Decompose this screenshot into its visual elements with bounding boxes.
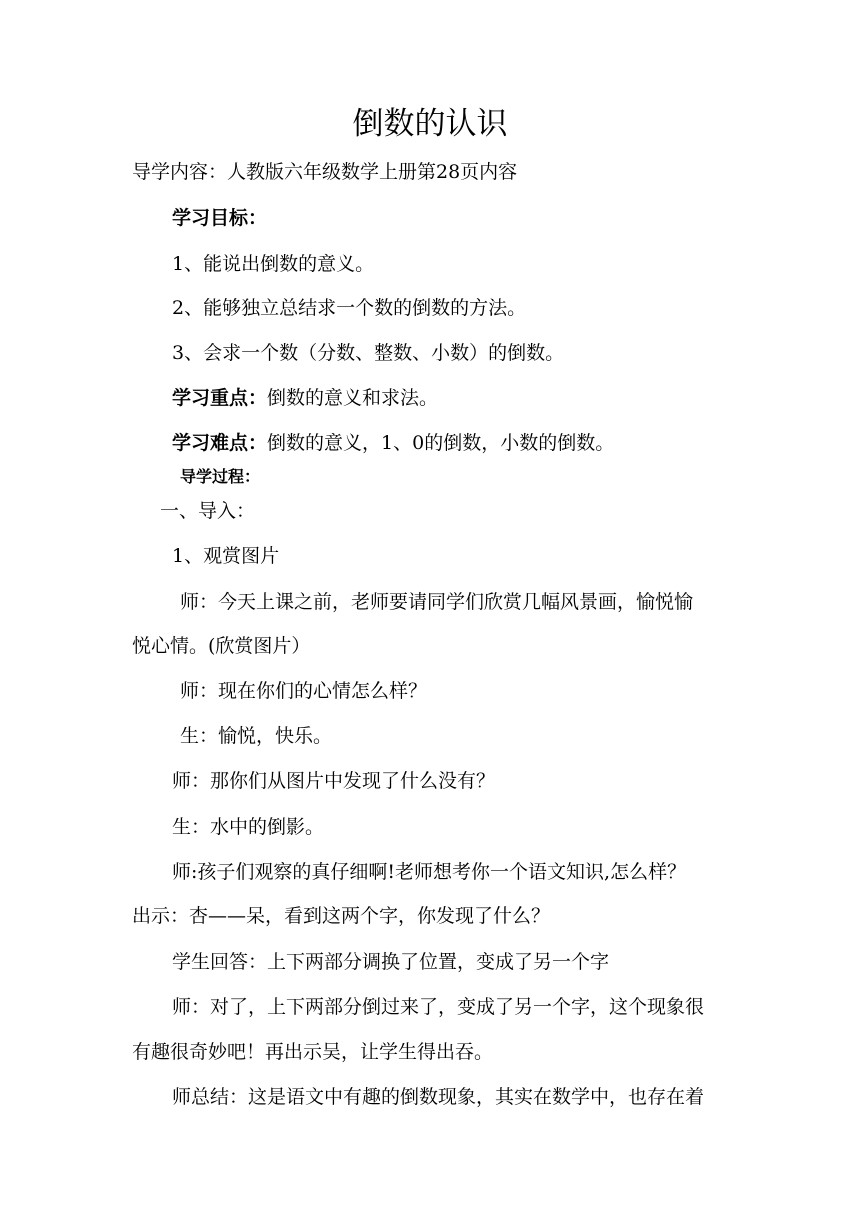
key-point-text: 倒数的意义和求法。 [267,387,439,409]
paragraph-line: 师总结：这是语文中有趣的倒数现象，其实在数学中，也存在着 [172,1086,705,1108]
goals-heading: 学习目标： [172,207,268,229]
guide-content-line: 导学内容：人教版六年级数学上册第28页内容 [132,161,518,183]
process-heading: 导学过程： [180,467,261,486]
goal-item-2: 2、能够独立总结求一个数的倒数的方法。 [172,297,527,319]
paragraph-line: 生：水中的倒影。 [172,816,325,838]
paragraph-line: 师：现在你们的心情怎么样？ [180,680,428,702]
paragraph-line: 师：那你们从图片中发现了什么没有？ [172,770,496,792]
subsection-view-pictures: 1、观赏图片 [172,545,280,567]
paragraph-line: 学生回答：上下两部分调换了位置，变成了另一个字 [172,951,610,973]
goal-item-3: 3、会求一个数（分数、整数、小数）的倒数。 [172,342,565,364]
difficulty-label: 学习难点： [172,432,268,454]
key-point-label: 学习重点： [172,387,268,409]
document-title: 倒数的认识 [352,106,508,142]
section-intro-heading: 一、导入： [160,500,256,522]
paragraph-line: 出示：杏——呆，看到这两个字，你发现了什么？ [132,905,551,927]
difficulty-line [172,431,614,455]
key-point-line [172,386,438,410]
paragraph-line: 有趣很奇妙吧！再出示吴，让学生得出吞。 [132,1041,494,1063]
paragraph-line: 师：今天上课之前，老师要请同学们欣赏几幅风景画，愉悦愉 [180,591,694,613]
paragraph-line: 悦心情。(欣赏图片） [132,635,311,657]
paragraph-line: 生：愉悦，快乐。 [180,725,333,747]
paragraph-line: 师：对了，上下两部分倒过来了，变成了另一个字，这个现象很 [172,996,705,1018]
paragraph-line: 师:孩子们观察的真仔细啊!老师想考你一个语文知识,怎么样？ [172,861,687,883]
difficulty-text: 倒数的意义，1、0的倒数，小数的倒数。 [267,432,615,454]
goal-item-1: 1、能说出倒数的意义。 [172,253,375,275]
